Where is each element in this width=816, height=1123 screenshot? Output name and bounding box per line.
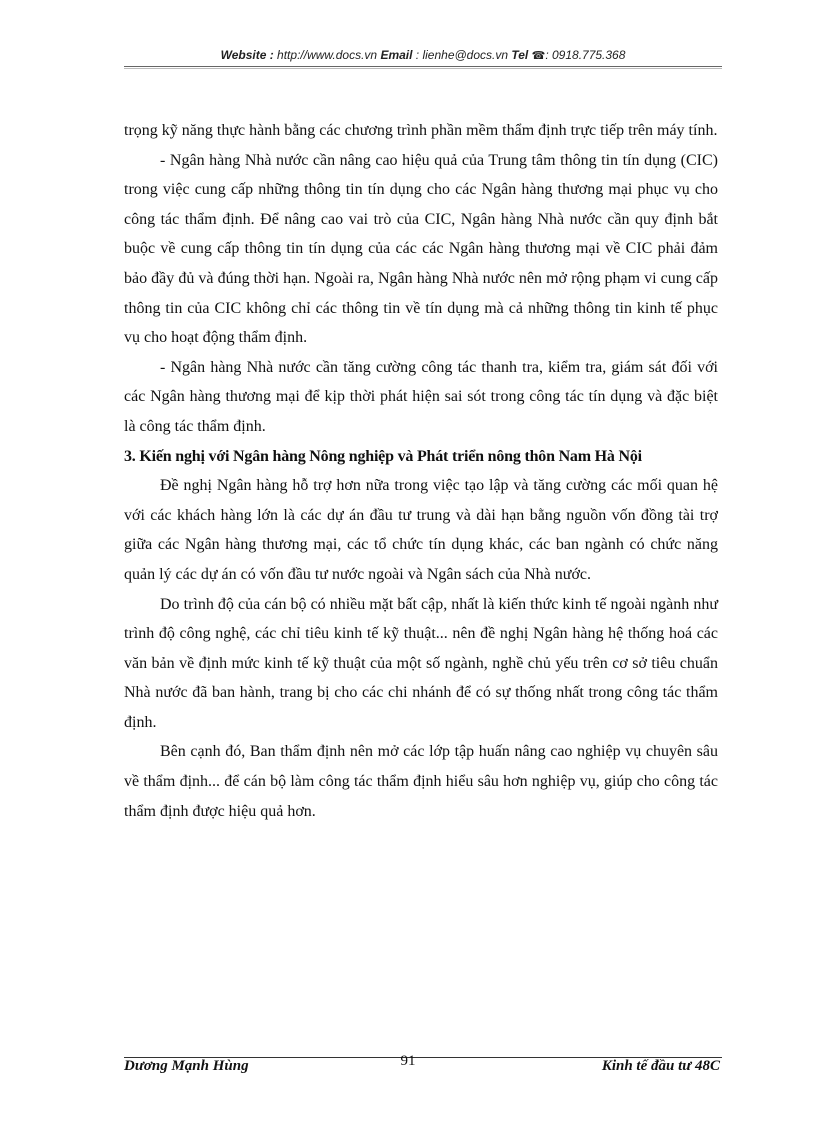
page-number: 91 [400,1053,416,1069]
page-header [124,48,722,64]
footer-author: Dương Mạnh Hùng [124,1058,249,1074]
phone-icon: ☎ [531,50,546,62]
paragraph-5: Do trình độ của cán bộ có nhiều mặt bất cập, nhất là kiến thức kinh tế ngoài ngành như trình độ công nghệ, các chỉ tiêu kinh tế kỹ thuật... nên đề nghị Ngân hàng hệ thống hoá các văn bản về định mức kinh tế kỹ thuật của một số ngành, nghề chủ yếu trên cơ sở tiêu chuẩn Nhà nước đã ban hành, trang bị cho các chi nhánh để có sự thống nhất trong công tác thẩm định. [124,595,718,731]
paragraph-2: - Ngân hàng Nhà nước cần nâng cao hiệu quả của Trung tâm thông tin tín dụng (CIC) trong việc cung cấp những thông tin tín dụng cho các Ngân hàng thương mại phục vụ cho công tác thẩm định. Để nâng cao vai trò của CIC, Ngân hàng Nhà nước cần quy định bắt buộc về cung cấp thông tin tín dụng của các các Ngân hàng thương mại về CIC phải đảm bảo đầy đủ và đúng thời hạn. Ngoài ra, Ngân hàng Nhà nước nên mở rộng phạm vi cung cấp thông tin của CIC không chỉ các thông tin về tín dụng mà cả những thông tin kinh tế phục vụ cho hoạt động thẩm định. [124,151,718,347]
tel-value: : 0918.775.368 [545,48,626,62]
tel-label: Tel [511,48,529,62]
email-link[interactable]: : lienhe@docs.vn [415,48,509,62]
footer-class: Kinh tế đầu tư 48C [601,1058,720,1074]
website-label: Website : [220,48,274,62]
paragraph-4: Đề nghị Ngân hàng hỗ trợ hơn nữa trong việc tạo lập và tăng cường các mối quan hệ với các khách hàng lớn là các dự án đầu tư trung và dài hạn bằng nguồn vốn đồng tài trợ giữa các Ngân hàng thương mại, các tổ chức tín dụng khác, các ban ngành có chức năng quản lý các dự án có vốn đầu tư nước ngoài và Ngân sách của Nhà nước. [124,477,718,583]
header-divider-secondary [124,68,722,69]
paragraph-1: trọng kỹ năng thực hành bằng các chương trình phần mềm thẩm định trực tiếp trên máy tính. [124,122,718,139]
paragraph-3: - Ngân hàng Nhà nước cần tăng cường công tác thanh tra, kiểm tra, giám sát đối với các Ngân hàng thương mại để kịp thời phát hiện sai sót trong công tác tín dụng và đặc biệt là công tác thẩm định. [124,358,718,435]
section-heading: 3. Kiến nghị với Ngân hàng Nông nghiệp và Phát triển nông thôn Nam Hà Nội [124,447,642,465]
website-link[interactable]: http://www.docs.vn [277,48,378,62]
header-divider [124,66,722,67]
email-label: Email [380,48,413,62]
page-body [124,116,718,826]
paragraph-6: Bên cạnh đó, Ban thẩm định nên mở các lớp tập huấn nâng cao nghiệp vụ chuyên sâu về thẩm định... để cán bộ làm công tác thẩm định hiểu sâu hơn nghiệp vụ, giúp cho công tác thẩm định được hiệu quả hơn. [124,743,718,820]
